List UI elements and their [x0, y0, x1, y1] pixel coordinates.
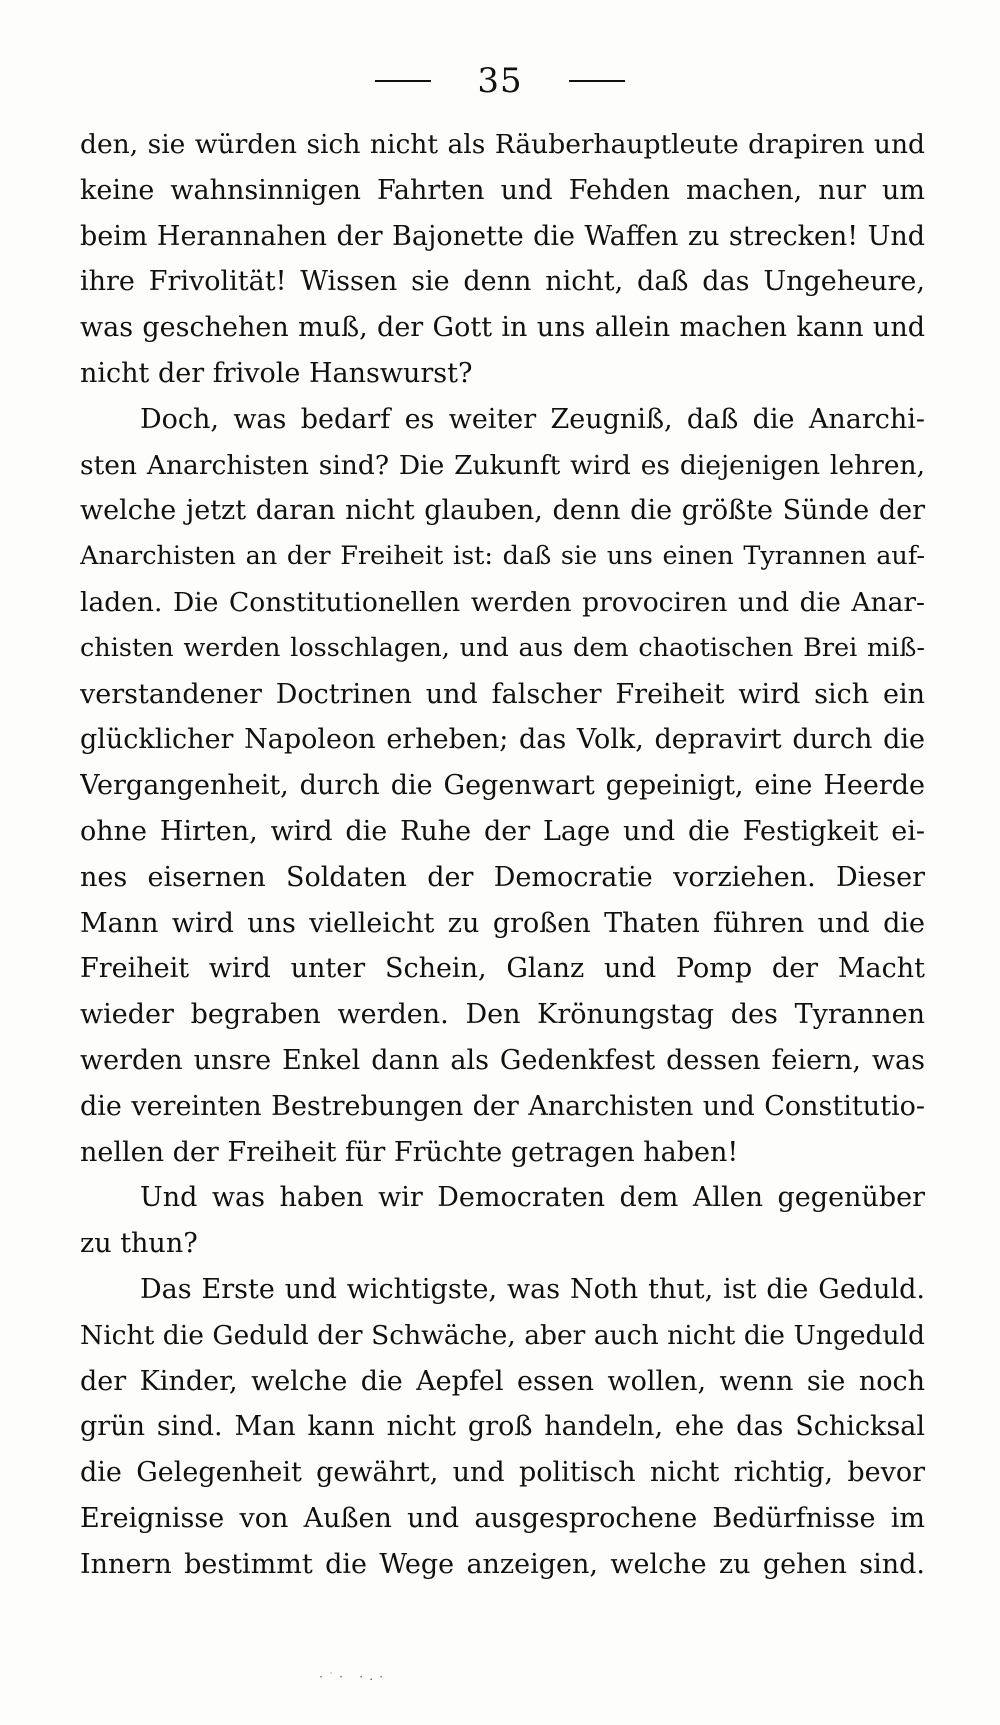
text-line: Ereignisse von Außen und ausgesprochene Bedürfnisse im — [80, 1502, 925, 1534]
text-line: ihre Frivolität! Wissen sie denn nicht, daß das Ungeheure, — [80, 266, 925, 298]
text-line: laden. Die Constitutionellen werden provociren und die Anar- — [80, 586, 925, 618]
print-specks-decoration: ·˙· ·.· — [318, 1672, 389, 1683]
text-line: Das Erste und wichtigste, was Noth thut, ist die Geduld. — [140, 1273, 925, 1305]
text-line: beim Herannahen der Bajonette die Waffen zu strecken! Und — [80, 220, 925, 252]
text-line: Doch, was bedarf es weiter Zeugniß, daß die Anarchi- — [140, 403, 925, 435]
text-line: keine wahnsinnigen Fahrten und Fehden machen, nur um — [80, 174, 925, 206]
text-line: zu thun? — [80, 1228, 198, 1260]
text-line: der Kinder, welche die Aepfel essen wollen, wenn sie noch — [80, 1365, 925, 1397]
text-line: die Gelegenheit gewährt, und politisch nicht richtig, bevor — [80, 1457, 925, 1489]
text-line: Nicht die Geduld der Schwäche, aber auch nicht die Ungeduld — [80, 1319, 925, 1351]
page-number: 35 — [477, 61, 523, 101]
text-line: nes eisernen Soldaten der Democratie vorziehen. Dieser — [80, 861, 925, 893]
text-line: Vergangenheit, durch die Gegenwart gepeinigt, eine Heerde — [80, 770, 925, 802]
text-line: Innern bestimmt die Wege anzeigen, welche zu gehen sind. — [80, 1548, 925, 1580]
text-line: grün sind. Man kann nicht groß handeln, ehe das Schicksal — [80, 1411, 925, 1443]
text-line: chisten werden losschlagen, und aus dem chaotischen Brei miß- — [80, 632, 925, 663]
text-line: wieder begraben werden. Den Krönungstag des Tyrannen — [80, 999, 925, 1031]
text-line: sten Anarchisten sind? Die Zukunft wird es diejenigen lehren, — [80, 449, 925, 481]
text-line: glücklicher Napoleon erheben; das Volk, depravirt durch die — [80, 724, 925, 756]
text-line: Mann wird uns vielleicht zu großen Thaten führen und die — [80, 907, 925, 939]
text-line: welche jetzt daran nicht glauben, denn die größte Sünde der — [80, 495, 925, 527]
header-dash-right — [569, 80, 625, 82]
page-header — [0, 58, 1000, 104]
text-line: verstandener Doctrinen und falscher Freiheit wird sich ein — [80, 678, 925, 710]
text-line: die vereinten Bestrebungen der Anarchisten und Constitutio- — [80, 1090, 925, 1122]
body-text — [80, 122, 925, 1588]
header-dash-left — [375, 80, 431, 82]
text-line: nicht der frivole Hanswurst? — [80, 357, 473, 389]
text-line: werden unsre Enkel dann als Gedenkfest dessen feiern, was — [80, 1044, 925, 1076]
text-line: nellen der Freiheit für Früchte getragen haben! — [80, 1136, 739, 1168]
text-line: was geschehen muß, der Gott in uns allein machen kann und — [80, 312, 925, 344]
text-line: den, sie würden sich nicht als Räuberhauptleute drapiren und — [80, 129, 925, 160]
text-line: ohne Hirten, wird die Ruhe der Lage und die Festigkeit ei- — [80, 815, 925, 847]
text-line: Anarchisten an der Freiheit ist: daß sie uns einen Tyrannen auf- — [80, 541, 925, 572]
text-line: Freiheit wird unter Schein, Glanz und Pomp der Macht — [80, 953, 925, 985]
text-line: Und was haben wir Democraten dem Allen gegenüber — [140, 1182, 925, 1214]
